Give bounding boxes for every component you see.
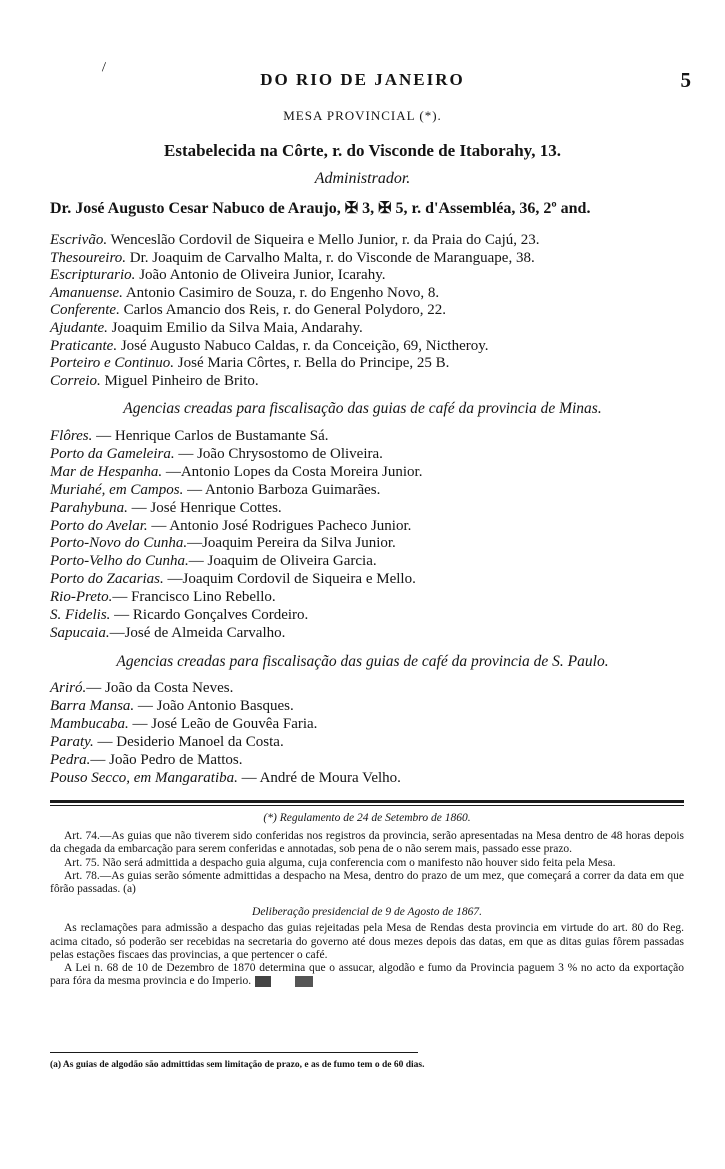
staff-item xyxy=(50,302,710,320)
staff-item xyxy=(50,232,710,250)
staff-role: Porteiro e Continuo. xyxy=(50,355,175,372)
agency-place: Rio-Preto. xyxy=(50,589,113,606)
staff-item xyxy=(50,320,710,338)
staff-text: José Maria Côrtes, r. Bella do Principe, 25 B. xyxy=(174,355,450,372)
agency-place: S. Fidelis. xyxy=(50,607,111,624)
staff-text: Carlos Amancio dos Reis, r. do General Polydoro, 22. xyxy=(119,302,447,319)
staff-role: Thesoureiro. xyxy=(50,249,126,266)
list-item xyxy=(50,698,710,716)
staff-text: João Antonio de Oliveira Junior, Icarahy. xyxy=(135,267,386,284)
staff-role: Escripturario. xyxy=(50,267,136,284)
staff-item xyxy=(50,355,710,373)
agency-place: Porto-Velho do Cunha. xyxy=(50,553,189,570)
staff-text: Joaquim Emilio da Silva Maia, Andarahy. xyxy=(107,319,363,336)
staff-text: Dr. Joaquim de Carvalho Malta, r. do Visconde de Maranguape, 38. xyxy=(125,249,535,266)
regulation-notes xyxy=(50,812,684,988)
staff-text: Miguel Pinheiro de Brito. xyxy=(100,372,259,389)
footnote: (a) As guias de algodão são admittidas sem limitação de prazo, e as de fumo tem o de 60 dias. xyxy=(50,1060,425,1070)
staff-role: Correio. xyxy=(50,372,101,389)
list-item xyxy=(50,770,710,788)
staff-item xyxy=(50,338,710,356)
agency-place: Parahybuna. xyxy=(50,499,128,516)
article-75: Art. 75. Não será admittida a despacho guia alguma, cuja conferencia com o manifesto não houver sido feita pela Mesa. xyxy=(64,856,616,869)
agency-agent: — José Henrique Cottes. xyxy=(127,499,282,516)
sao-paulo-agencies-list xyxy=(50,680,710,787)
staff-list xyxy=(50,232,710,390)
agency-agent: — Desiderio Manoel da Costa. xyxy=(93,733,284,750)
staff-text: Wenceslão Cordovil de Siqueira e Mello Junior, r. da Praia do Cajú, 23. xyxy=(107,232,540,248)
section-subtitle: Estabelecida na Côrte, r. do Visconde de Itaborahy, 13. xyxy=(163,141,561,160)
agency-agent: — Antonio Barboza Guimarães. xyxy=(183,481,381,498)
agency-agent: —Joaquim Cordovil de Siqueira e Mello. xyxy=(163,571,416,588)
list-item xyxy=(50,716,710,734)
staff-role: Amanuense. xyxy=(50,284,123,301)
staff-role: Praticante. xyxy=(50,337,118,354)
sao-paulo-agencies-heading: Agencias creadas para fiscalisação das guias de café da provincia de S. Paulo. xyxy=(116,653,609,670)
agency-agent: — José Leão de Gouvêa Faria. xyxy=(128,715,318,732)
agency-agent: — João da Costa Neves. xyxy=(86,680,234,696)
list-item xyxy=(50,446,710,464)
agency-place: Porto-Novo do Cunha. xyxy=(50,535,188,552)
agency-agent: — João Pedro de Mattos. xyxy=(90,751,243,768)
notes-divider-thin xyxy=(50,805,684,806)
staff-text: José Augusto Nabuco Caldas, r. da Conceição, 69, Nictheroy. xyxy=(117,337,489,354)
staff-role: Escrivão. xyxy=(50,232,108,248)
agency-place: Pouso Secco, em Mangaratiba. xyxy=(50,769,238,786)
list-item xyxy=(50,589,710,607)
agency-agent: —Joaquim Pereira da Silva Junior. xyxy=(187,535,396,552)
stamp-mark xyxy=(255,976,271,987)
footnote-divider xyxy=(50,1052,418,1053)
list-item xyxy=(50,625,710,643)
staff-item xyxy=(50,267,710,285)
article-74: Art. 74.—As guias que não tiverem sido conferidas nos registros da provincia, serão apresentadas na Mesa dentro de 48 horas depois da chegada da embarcação para serem conferidas e annotadas, sob pena de o não serem mais, passado esse prazo. xyxy=(50,830,684,856)
staff-role: Conferente. xyxy=(50,302,120,319)
agency-agent: — Francisco Lino Rebello. xyxy=(112,589,276,606)
list-item xyxy=(50,518,710,536)
staff-item xyxy=(50,250,710,268)
agency-place: Mambucaba. xyxy=(50,715,129,732)
regulation-heading: (*) Regulamento de 24 de Setembro de 1860. xyxy=(263,812,471,824)
agency-place: Sapucaia. xyxy=(50,624,110,641)
list-item xyxy=(50,734,710,752)
agency-place: Pedra. xyxy=(50,751,91,768)
section-title: MESA PROVINCIAL (*). xyxy=(283,108,442,123)
agency-place: Porto do Zacarias. xyxy=(50,571,164,588)
agency-place: Porto do Avelar. xyxy=(50,517,148,534)
minas-agencies-list xyxy=(50,428,710,643)
staff-role: Ajudante. xyxy=(50,319,108,336)
agency-agent: —José de Almeida Carvalho. xyxy=(109,624,286,641)
list-item xyxy=(50,571,710,589)
agency-agent: — Antonio José Rodrigues Pacheco Junior. xyxy=(147,517,412,534)
agency-place: Flôres. xyxy=(50,428,93,444)
deliberation-text: As reclamações para admissão a despacho das guias rejeitadas pela Mesa de Rendas desta provincia em virtude do art. 80 do Reg. acima citado, só poderão ser recebidas na secretaria do governo até dous mezes depois das datas, em que as ditas guias fôrem passadas pelas estações fiscaes das provincias, a que pertencer o café. xyxy=(50,922,684,961)
list-item xyxy=(50,607,710,625)
agency-place: Porto da Gameleira. xyxy=(50,445,175,462)
list-item xyxy=(50,428,710,446)
agency-agent: — Joaquim de Oliveira Garcia. xyxy=(188,553,377,570)
agency-agent: — João Chrysostomo de Oliveira. xyxy=(174,445,383,462)
agency-place: Barra Mansa. xyxy=(50,697,135,714)
administrator-line: Dr. José Augusto Cesar Nabuco de Araujo, ✠ 3, ✠ 5, r. d'Assembléa, 36, 2º and. xyxy=(50,200,591,217)
list-item xyxy=(50,464,710,482)
list-item xyxy=(50,680,710,698)
staff-text: Antonio Casimiro de Souza, r. do Engenho Novo, 8. xyxy=(122,284,440,301)
stamp-mark xyxy=(295,976,313,987)
staff-item xyxy=(50,373,710,391)
agency-place: Ariró. xyxy=(50,680,87,696)
list-item xyxy=(50,500,710,518)
law-text: A Lei n. 68 de 10 de Dezembro de 1870 determina que o assucar, algodão e fumo da Provincia paguem 3 % no acto da exportação para fóra da mesma provincia e do Imperio. xyxy=(50,962,684,988)
agency-place: Muriahé, em Campos. xyxy=(50,481,184,498)
agency-agent: — André de Moura Velho. xyxy=(237,769,401,786)
page-number: 5 xyxy=(680,68,691,92)
list-item xyxy=(50,482,710,500)
minas-agencies-heading: Agencias creadas para fiscalisação das guias de café da provincia de Minas. xyxy=(123,400,602,417)
list-item xyxy=(50,553,710,571)
running-header: DO RIO DE JANEIRO xyxy=(260,70,465,89)
list-item xyxy=(50,752,710,770)
margin-mark: \ xyxy=(96,60,110,75)
agency-agent: — Henrique Carlos de Bustamante Sá. xyxy=(92,428,329,444)
agency-agent: —Antonio Lopes da Costa Moreira Junior. xyxy=(162,463,423,480)
agency-place: Paraty. xyxy=(50,733,94,750)
agency-agent: — Ricardo Gonçalves Cordeiro. xyxy=(110,607,309,624)
article-78: Art. 78.—As guias serão sómente admittidas a despacho na Mesa, dentro do prazo de um mez, que começará a correr da data em que fôrão passadas. (a) xyxy=(50,869,684,896)
administrator-heading: Administrador. xyxy=(314,170,411,187)
staff-item xyxy=(50,285,710,303)
agency-place: Mar de Hespanha. xyxy=(50,463,163,480)
deliberation-heading: Deliberação presidencial de 9 de Agosto de 1867. xyxy=(252,906,482,919)
law-paragraph xyxy=(50,962,684,988)
notes-divider xyxy=(50,800,684,803)
list-item xyxy=(50,535,710,553)
agency-agent: — João Antonio Basques. xyxy=(134,697,294,714)
